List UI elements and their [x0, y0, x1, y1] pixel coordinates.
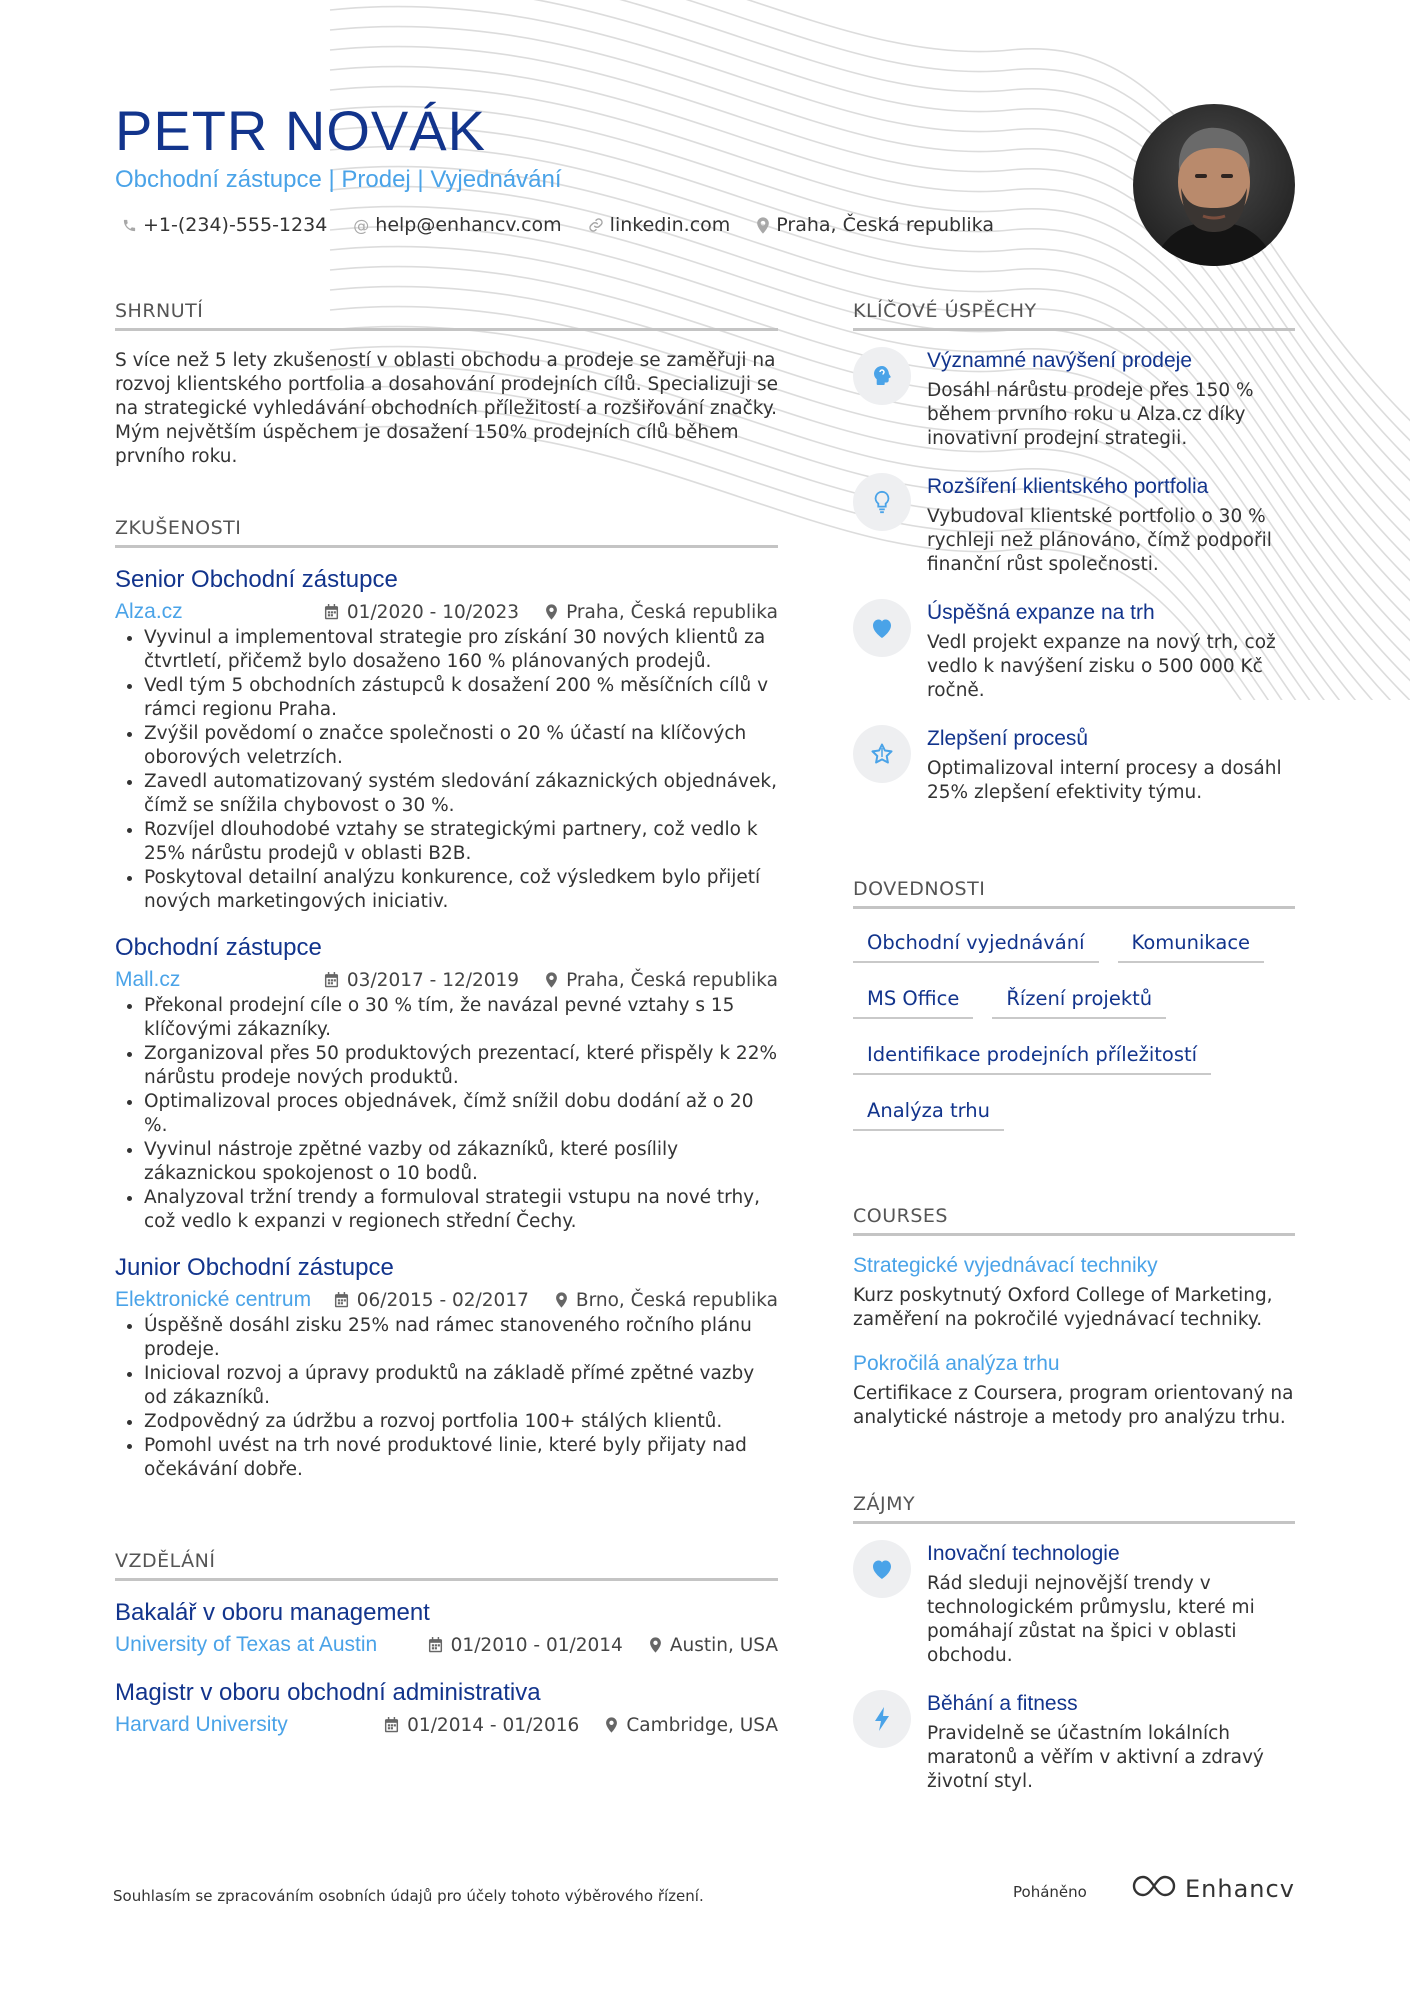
skills-section	[853, 878, 1295, 1131]
contact-linkedin[interactable]	[588, 214, 731, 236]
location-icon	[545, 972, 558, 988]
heart-icon	[853, 599, 911, 657]
achievement-title: Významné navýšení prodeje	[927, 349, 1192, 372]
interests-heading: ZÁJMY	[853, 1493, 1295, 1524]
school-name: Harvard University	[115, 1713, 288, 1736]
job-title: Senior Obchodní zástupce	[115, 566, 398, 593]
contact-location	[756, 214, 994, 236]
location-icon	[649, 1637, 662, 1653]
consent-text: Souhlasím se zpracováním osobních údajů pro účely tohoto výběrového řízení.	[113, 1887, 704, 1905]
summary-heading: SHRNUTÍ	[115, 300, 778, 331]
star-icon	[853, 725, 911, 783]
job-bullets	[115, 994, 778, 1234]
job-title: Junior Obchodní zástupce	[115, 1254, 394, 1281]
list-item: • Vyvinul nástroje zpětné vazby od zákazníků, které posílily zákaznickou spokojenost o 10 bodů.	[144, 1138, 778, 1186]
bolt-icon	[853, 1690, 911, 1748]
course-title: Pokročilá analýza trhu	[853, 1352, 1060, 1375]
skill-tag: Řízení projektů	[992, 983, 1166, 1019]
list-item: • Inicioval rozvoj a úpravy produktů na základě přímé zpětné vazby od zákazníků.	[144, 1362, 778, 1410]
candidate-title: Obchodní zástupce | Prodej | Vyjednávání	[115, 166, 562, 193]
list-item: • Úspěšně dosáhl zisku 25% nad rámec stanoveného ročního plánu prodeje.	[144, 1314, 778, 1362]
interest-item	[853, 1692, 1295, 1794]
skill-tag: MS Office	[853, 983, 973, 1019]
interest-title: Inovační technologie	[927, 1542, 1120, 1565]
calendar-icon	[428, 1637, 443, 1653]
company-name: Elektronické centrum	[115, 1288, 312, 1311]
achievement-title: Zlepšení procesů	[927, 727, 1089, 750]
contact-list	[122, 214, 994, 236]
achievement-desc: Vedl projekt expanze na nový trh, což vedlo k navýšení zisku o 500 000 Kč ročně.	[927, 632, 1276, 701]
job-location: Brno, Česká republika	[575, 1289, 778, 1311]
job-entry	[115, 934, 778, 1234]
courses-heading: COURSES	[853, 1205, 1295, 1236]
list-item: • Vyvinul a implementoval strategie pro získání 30 nových klientů za čtvrtletí, přičemž bylo dosaženo 160 % plánovaných prodejů.	[144, 626, 778, 674]
education-location: Austin, USA	[669, 1634, 778, 1656]
email-text: help@enhancv.com	[375, 214, 562, 236]
degree-title: Magistr v oboru obchodní administrativa	[115, 1679, 541, 1706]
achievement-desc: Optimalizoval interní procesy a dosáhl 25% zlepšení efektivity týmu.	[927, 758, 1282, 803]
job-title: Obchodní zástupce	[115, 934, 322, 961]
job-bullets	[115, 1314, 778, 1482]
achievement-item	[853, 601, 1295, 703]
company-name: Alza.cz	[115, 600, 183, 623]
job-entry	[115, 566, 778, 914]
course-title: Strategické vyjednávací techniky	[853, 1254, 1158, 1277]
brain-icon	[853, 347, 911, 405]
phone-text: +1-(234)-555-1234	[143, 214, 328, 236]
education-entry	[115, 1679, 778, 1737]
list-item: • Poskytoval detailní analýzu konkurence, což výsledkem bylo přijetí nových marketingových iniciativ.	[144, 866, 778, 914]
skill-tag: Komunikace	[1118, 927, 1265, 963]
job-meta	[115, 1288, 778, 1312]
job-location: Praha, Česká republika	[566, 601, 778, 623]
summary-section	[115, 300, 778, 469]
education-heading: VZDĚLÁNÍ	[115, 1550, 778, 1581]
phone-icon	[122, 218, 137, 233]
list-item: • Vedl tým 5 obchodních zástupců k dosažení 200 % měsíčních cílů v rámci regionu Praha.	[144, 674, 778, 722]
achievement-item	[853, 727, 1295, 805]
candidate-name: PETR NOVÁK	[115, 99, 486, 162]
heart-icon	[853, 1540, 911, 1598]
achievement-item	[853, 475, 1295, 577]
achievement-desc: Dosáhl nárůstu prodeje přes 150 % během prvního roku u Alza.cz díky inovativní prodejní strategii.	[927, 380, 1254, 449]
degree-title: Bakalář v oboru management	[115, 1599, 430, 1626]
calendar-icon	[384, 1717, 399, 1733]
skill-tag: Identifikace prodejních příležitostí	[853, 1039, 1211, 1075]
education-location: Cambridge, USA	[626, 1714, 778, 1736]
job-meta	[115, 968, 778, 992]
interest-item	[853, 1542, 1295, 1668]
achievement-desc: Vybudoval klientské portfolio o 30 % rychleji než plánováno, čímž podpořil finanční růst společnosti.	[927, 506, 1272, 575]
interest-desc: Pravidelně se účastním lokálních maratonů a věřím v aktivní a zdravý životní styl.	[927, 1723, 1264, 1792]
skills-heading: DOVEDNOSTI	[853, 878, 1295, 909]
experience-section	[115, 517, 778, 1502]
achievement-title: Úspěšná expanze na trh	[927, 601, 1155, 624]
list-item: • Zodpovědný za údržbu a rozvoj portfolia 100+ stálých klientů.	[144, 1410, 778, 1434]
enhancv-logo[interactable]	[1131, 1874, 1295, 1904]
course-desc: Kurz poskytnutý Oxford College of Marketing, zaměření na pokročilé vyjednávací techniky.	[853, 1285, 1273, 1330]
achievement-title: Rozšíření klientského portfolia	[927, 475, 1209, 498]
location-icon	[756, 217, 770, 234]
location-icon	[605, 1717, 618, 1733]
job-dates: 06/2015 - 02/2017	[356, 1289, 529, 1311]
school-name: University of Texas at Austin	[115, 1633, 378, 1656]
skill-tag: Analýza trhu	[853, 1095, 1004, 1131]
contact-email[interactable]	[353, 214, 561, 236]
interest-desc: Rád sleduji nejnovější trendy v technologickém průmyslu, které mi pomáhají zůstat na špici v oblasti obchodu.	[927, 1573, 1255, 1666]
location-icon	[555, 1292, 568, 1308]
courses-section	[853, 1205, 1295, 1450]
list-item: • Analyzoval tržní trendy a formuloval strategii vstupu na nové trhy, což vedlo k expanzi v regionech střední Čechy.	[144, 1186, 778, 1234]
brand-name: Enhancv	[1185, 1875, 1295, 1903]
job-location: Praha, Česká republika	[566, 969, 778, 991]
link-icon	[588, 217, 604, 233]
summary-text: S více než 5 lety zkušeností v oblasti obchodu a prodeje se zaměřuji na rozvoj klientského portfolia a dosahování prodejních cílů. Specializuji se na strategické vyhledávání obchodních příležitostí a rozšiřování značky. Mým největším úspěchem je dosažení 150% prodejních cílů během prvního roku.	[115, 350, 778, 467]
education-dates: 01/2010 - 01/2014	[450, 1634, 623, 1656]
job-dates: 03/2017 - 12/2019	[346, 969, 520, 991]
location-text: Praha, Česká republika	[776, 214, 994, 236]
experience-heading: ZKUŠENOSTI	[115, 517, 778, 548]
course-item	[853, 1352, 1295, 1430]
powered-by-label: Poháněno	[1013, 1883, 1087, 1901]
education-entry	[115, 1599, 778, 1657]
interest-title: Běhání a fitness	[927, 1692, 1078, 1715]
list-item: • Zavedl automatizovaný systém sledování zákaznických objednávek, čímž se snížila chybovost o 30 %.	[144, 770, 778, 818]
achievement-item	[853, 349, 1295, 451]
company-name: Mall.cz	[115, 968, 181, 991]
job-dates: 01/2020 - 10/2023	[346, 601, 520, 623]
achievements-section	[853, 300, 1295, 829]
list-item: • Zorganizoval přes 50 produktových prezentací, které přispěly k 22% nárůstu prodeje nových produktů.	[144, 1042, 778, 1090]
education-dates: 01/2014 - 01/2016	[407, 1714, 580, 1736]
lightbulb-icon	[853, 473, 911, 531]
job-meta	[115, 600, 778, 624]
list-item: • Rozvíjel dlouhodobé vztahy se strategickými partnery, což vedlo k 25% nárůstu prodejů v oblasti B2B.	[144, 818, 778, 866]
contact-phone[interactable]	[122, 214, 327, 236]
course-desc: Certifikace z Coursera, program orientovaný na analytické nástroje a metody pro analýzu trhu.	[853, 1383, 1294, 1428]
job-entry	[115, 1254, 778, 1482]
list-item: • Překonal prodejní cíle o 30 % tím, že navázal pevné vztahy s 15 klíčovými zákazníky.	[144, 994, 778, 1042]
list-item: • Optimalizoval proces objednávek, čímž snížil dobu dodání až o 20 %.	[144, 1090, 778, 1138]
list-item: • Pomohl uvést na trh nové produktové linie, které byly přijaty nad očekávání dobře.	[144, 1434, 778, 1482]
skill-tag: Obchodní vyjednávání	[853, 927, 1099, 963]
course-item	[853, 1254, 1295, 1332]
infinity-icon	[1131, 1874, 1177, 1904]
list-item: • Zvýšil povědomí o značce společnosti o 20 % účastí na klíčových oborových veletrzích.	[144, 722, 778, 770]
education-section	[115, 1550, 778, 1759]
calendar-icon	[334, 1292, 349, 1308]
interests-section	[853, 1493, 1295, 1818]
linkedin-text: linkedin.com	[609, 214, 731, 236]
location-icon	[545, 604, 558, 620]
calendar-icon	[324, 604, 339, 620]
avatar	[1133, 104, 1295, 266]
job-bullets	[115, 626, 778, 914]
achievements-heading: KLÍČOVÉ ÚSPĚCHY	[853, 300, 1295, 331]
calendar-icon	[324, 972, 339, 988]
at-icon: @	[353, 215, 370, 235]
